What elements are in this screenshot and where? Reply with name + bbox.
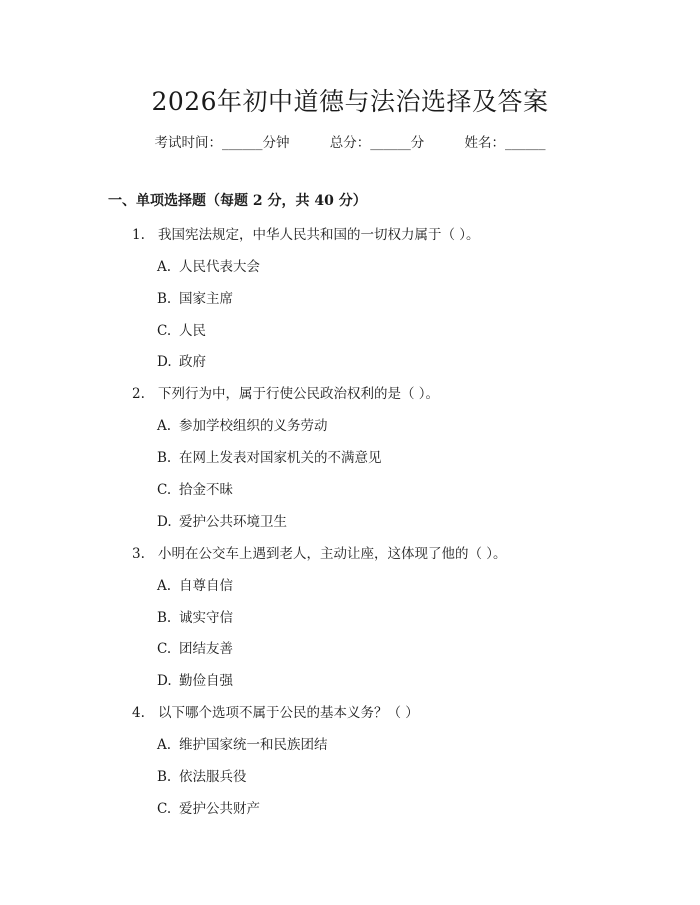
option-letter: C. — [157, 801, 172, 817]
option-4c — [157, 797, 260, 817]
option-1b — [157, 287, 233, 307]
exam-time: 考试时间：______分钟 — [154, 135, 290, 151]
question-text: 小明在公交车上遇到老人，主动让座，这体现了他的（ ）。 — [158, 546, 507, 562]
option-2a — [157, 414, 328, 434]
page-title: 2026年初中道德与法治选择及答案 — [151, 87, 549, 116]
option-letter: B. — [157, 610, 172, 626]
option-letter: A. — [157, 578, 172, 594]
option-text: 团结友善 — [179, 641, 233, 657]
option-text: 在网上发表对国家机关的不满意见 — [179, 450, 382, 466]
section-heading: 一、单项选择题（每题 2 分，共 40 分） — [108, 193, 367, 209]
option-text: 依法服兵役 — [179, 769, 247, 785]
option-3c — [157, 637, 233, 657]
option-text: 爱护公共财产 — [179, 801, 260, 817]
question-text: 以下哪个选项不属于公民的基本义务？（ ） — [158, 705, 419, 721]
option-4a — [157, 733, 328, 753]
option-1c — [157, 319, 206, 339]
option-letter: A. — [157, 418, 172, 434]
option-letter: D. — [157, 514, 172, 530]
question-4 — [132, 701, 419, 721]
option-letter: A. — [157, 259, 172, 275]
option-3b — [157, 606, 233, 626]
option-text: 人民代表大会 — [179, 259, 260, 275]
option-letter: D. — [157, 673, 172, 689]
option-letter: D. — [157, 354, 172, 370]
option-1d — [157, 350, 206, 370]
option-letter: C. — [157, 482, 172, 498]
option-3d — [157, 669, 233, 689]
option-text: 国家主席 — [179, 291, 233, 307]
option-text: 政府 — [179, 354, 206, 370]
option-text: 拾金不昧 — [179, 482, 233, 498]
option-letter: B. — [157, 291, 172, 307]
option-letter: B. — [157, 450, 172, 466]
option-letter: B. — [157, 769, 172, 785]
option-text: 参加学校组织的义务劳动 — [179, 418, 328, 434]
option-1a — [157, 255, 260, 275]
question-number: 4. — [132, 705, 145, 721]
option-text: 勤俭自强 — [179, 673, 233, 689]
option-text: 爱护公共环境卫生 — [179, 514, 287, 530]
option-letter: C. — [157, 323, 172, 339]
option-text: 诚实守信 — [179, 610, 233, 626]
option-2d — [157, 510, 287, 530]
question-1 — [132, 223, 480, 243]
option-4b — [157, 765, 247, 785]
option-text: 人民 — [179, 323, 206, 339]
total-score: 总分：______分 — [329, 135, 425, 151]
question-3 — [132, 542, 507, 562]
student-name: 姓名：______ — [464, 135, 546, 151]
exam-meta — [0, 131, 700, 151]
question-text: 我国宪法规定，中华人民共和国的一切权力属于（ ）。 — [158, 227, 480, 243]
option-text: 自尊自信 — [179, 578, 233, 594]
option-2c — [157, 478, 233, 498]
question-text: 下列行为中，属于行使公民政治权利的是（ ）。 — [158, 386, 440, 402]
option-3a — [157, 574, 233, 594]
option-letter: C. — [157, 641, 172, 657]
question-2 — [132, 382, 439, 402]
option-letter: A. — [157, 737, 172, 753]
option-2b — [157, 446, 382, 466]
question-number: 1. — [132, 227, 145, 243]
question-number: 2. — [132, 386, 145, 402]
question-number: 3. — [132, 546, 145, 562]
option-text: 维护国家统一和民族团结 — [179, 737, 328, 753]
